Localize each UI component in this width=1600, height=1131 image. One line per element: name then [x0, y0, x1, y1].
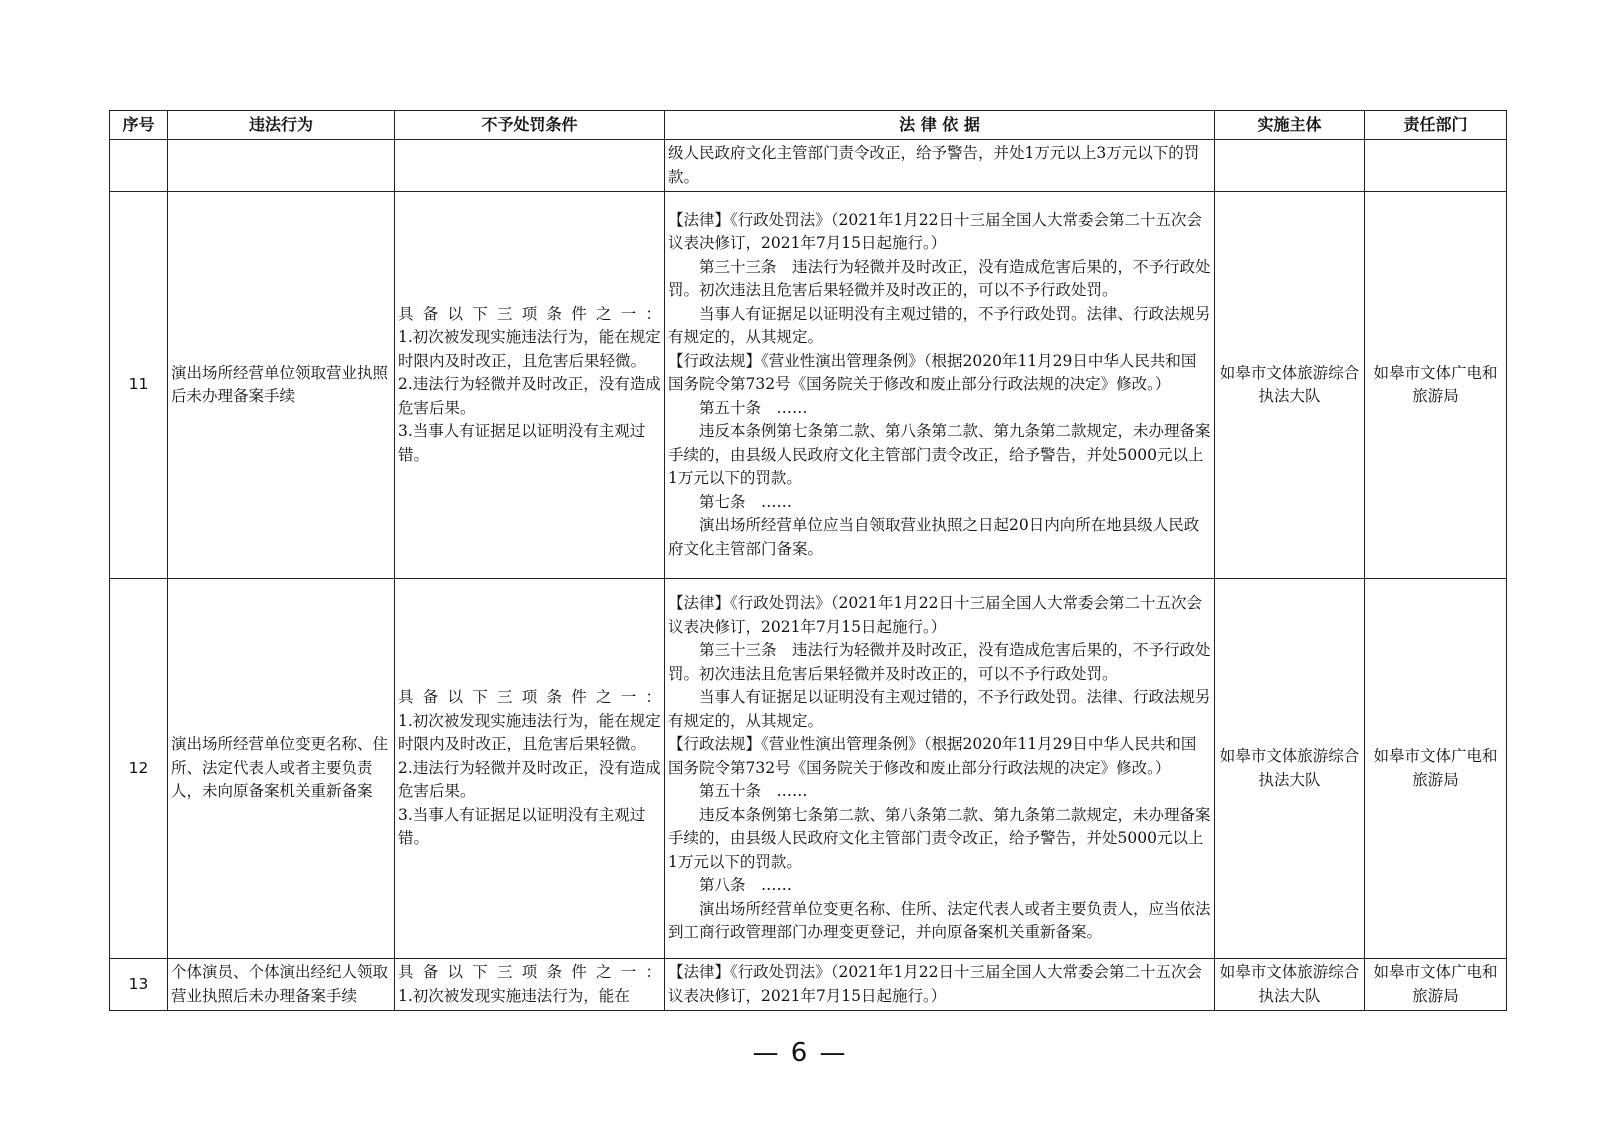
row-legal-basis — [665, 579, 1215, 959]
basis-paragraph: 演出场所经营单位应当自领取营业执照之日起20日内向所在地县级人民政府文化主管部门备案。 — [668, 516, 1200, 558]
condition-item: 2.违法行为轻微并及时改正，没有造成危害后果。 — [398, 375, 661, 417]
row-legal-basis — [665, 959, 1215, 1011]
basis-paragraph: 【法律】《行政处罚法》（2021年1月22日十三届全国人大常委会第二十五次会议表决修订，2021年7月15日起施行。） — [668, 210, 1203, 253]
table-row — [110, 192, 1507, 579]
row-department: 如皋市文体广电和旅游局 — [1365, 192, 1507, 579]
conditions-heading: 具备以下三项条件之一： — [398, 304, 661, 323]
continuation-conditions — [395, 140, 665, 192]
condition-item: 1.初次被发现实施违法行为，能在规定时限内及时改正，且危害后果轻微。 — [398, 711, 661, 754]
row-violation: 个体演员、个体演出经纪人领取营业执照后未办理备案手续 — [168, 959, 395, 1011]
basis-paragraph: 【法律】《行政处罚法》（2021年1月22日十三届全国人大常委会第二十五次会议表决修订，2021年7月15日起施行。） — [668, 963, 1203, 1005]
basis-paragraph: 第八条 …… — [699, 876, 793, 895]
row-agency: 如皋市文体旅游综合执法大队 — [1215, 579, 1365, 959]
continuation-violation — [168, 140, 395, 192]
conditions-heading: 具备以下三项条件之一： — [398, 688, 661, 707]
basis-paragraph: 【法律】《行政处罚法》（2021年1月22日十三届全国人大常委会第二十五次会议表决修订，2021年7月15日起施行。） — [668, 594, 1203, 636]
header-violation: 违法行为 — [168, 111, 395, 140]
basis-paragraph: 第五十条 …… — [699, 398, 808, 417]
row-agency: 如皋市文体旅游综合执法大队 — [1215, 959, 1365, 1011]
row-conditions — [395, 192, 665, 579]
table-row — [110, 579, 1507, 959]
row-department: 如皋市文体广电和旅游局 — [1365, 579, 1507, 959]
row-violation: 演出场所经营单位变更名称、住所、法定代表人或者主要负责人，未向原备案机关重新备案 — [168, 579, 395, 959]
basis-paragraph: 违反本条例第七条第二款、第八条第二款、第九条第二款规定，未办理备案手续的，由县级人民政府文化主管部门责令改正，给予警告，并处5000元以上1万元以下的罚款。 — [668, 422, 1211, 488]
basis-paragraph: 第三十三条 违法行为轻微并及时改正，没有造成危害后果的，不予行政处罚。初次违法且危害后果轻微并及时改正的，可以不予行政处罚。 — [668, 641, 1211, 683]
row-seq: 12 — [110, 579, 168, 959]
condition-item: 3.当事人有证据足以证明没有主观过错。 — [398, 805, 646, 848]
header-row — [110, 111, 1507, 140]
row-violation: 演出场所经营单位领取营业执照后未办理备案手续 — [168, 192, 395, 579]
basis-paragraph: 第七条 …… — [699, 492, 793, 511]
basis-paragraph: 第五十条 …… — [699, 782, 808, 801]
basis-paragraph: 违反本条例第七条第二款、第八条第二款、第九条第二款规定，未办理备案手续的，由县级人民政府文化主管部门责令改正，给予警告，并处5000元以上1万元以下的罚款。 — [668, 805, 1211, 871]
continuation-basis: 级人民政府文化主管部门责令改正，给予警告，并处1万元以上3万元以下的罚款。 — [665, 140, 1215, 192]
row-conditions — [395, 579, 665, 959]
header-conditions: 不予处罚条件 — [395, 111, 665, 140]
conditions-heading: 具备以下三项条件之一： — [398, 963, 661, 981]
continuation-seq — [110, 140, 168, 192]
basis-paragraph: 【行政法规】《营业性演出管理条例》（根据2020年11月29日中华人民共和国国务院令第732号《国务院关于修改和废止部分行政法规的决定》修改。） — [668, 351, 1197, 394]
header-agency: 实施主体 — [1215, 111, 1365, 140]
continuation-agency — [1215, 140, 1365, 192]
document-table — [109, 110, 1507, 1011]
header-department: 责任部门 — [1365, 111, 1507, 140]
header-legal-basis: 法 律 依 据 — [665, 111, 1215, 140]
header-seq: 序号 — [110, 111, 168, 140]
page-number: — 6 — — [752, 1038, 848, 1068]
row-seq: 13 — [110, 959, 168, 1011]
row-seq: 11 — [110, 192, 168, 579]
row-legal-basis — [665, 192, 1215, 579]
table-row — [110, 959, 1507, 1011]
basis-paragraph: 当事人有证据足以证明没有主观过错的，不予行政处罚。法律、行政法规另有规定的，从其规定。 — [668, 304, 1211, 347]
row-department: 如皋市文体广电和旅游局 — [1365, 959, 1507, 1011]
continuation-department — [1365, 140, 1507, 192]
condition-item: 1.初次被发现实施违法行为，能在规定时限内及时改正，且危害后果轻微。 — [398, 328, 661, 370]
basis-paragraph: 当事人有证据足以证明没有主观过错的，不予行政处罚。法律、行政法规另有规定的，从其规定。 — [668, 688, 1211, 730]
row-conditions — [395, 959, 665, 1011]
continuation-row — [110, 140, 1507, 192]
condition-item: 1.初次被发现实施违法行为，能在 — [398, 986, 630, 1005]
basis-paragraph: 演出场所经营单位变更名称、住所、法定代表人或者主要负责人，应当依法到工商行政管理部门办理变更登记，并向原备案机关重新备案。 — [668, 899, 1211, 942]
row-agency: 如皋市文体旅游综合执法大队 — [1215, 192, 1365, 579]
condition-item: 3.当事人有证据足以证明没有主观过错。 — [398, 422, 646, 464]
basis-paragraph: 【行政法规】《营业性演出管理条例》（根据2020年11月29日中华人民共和国国务院令第732号《国务院关于修改和废止部分行政法规的决定》修改。） — [668, 735, 1197, 777]
condition-item: 2.违法行为轻微并及时改正，没有造成危害后果。 — [398, 758, 661, 801]
basis-paragraph: 第三十三条 违法行为轻微并及时改正，没有造成危害后果的，不予行政处罚。初次违法且危害后果轻微并及时改正的，可以不予行政处罚。 — [668, 257, 1211, 300]
